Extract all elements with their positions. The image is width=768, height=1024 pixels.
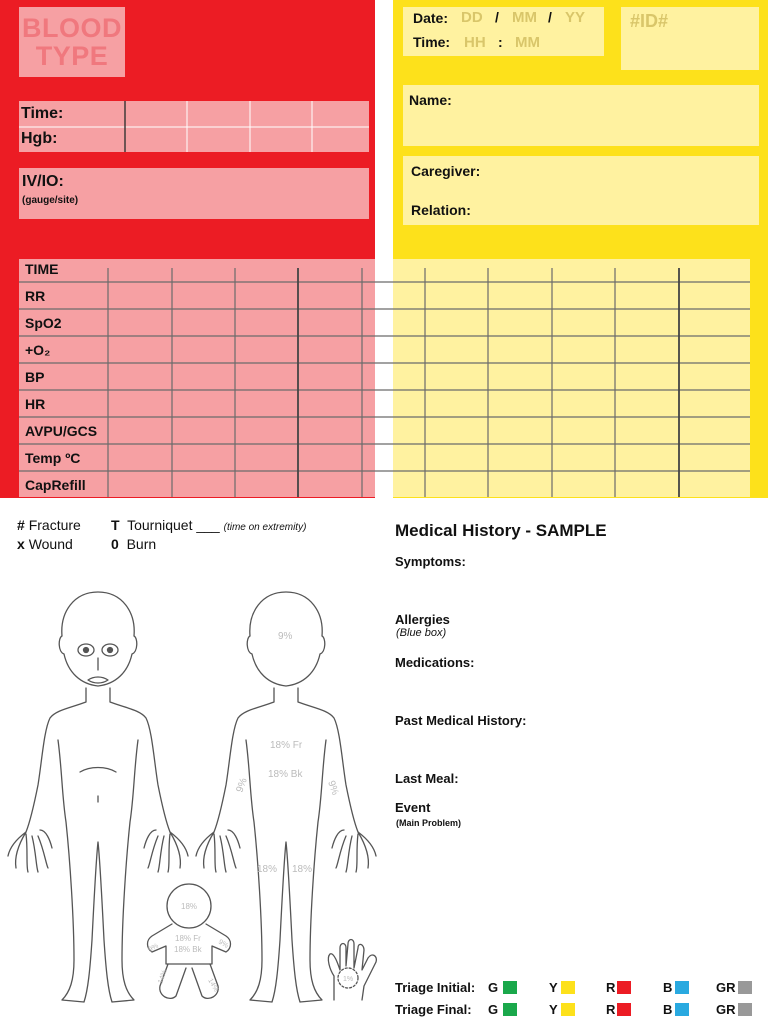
date-dd[interactable]: DD — [461, 9, 483, 26]
body-diagram[interactable] — [0, 560, 390, 1020]
vitals-row-caprefill: CapRefill — [25, 477, 86, 493]
event-sub: (Main Problem) — [396, 818, 462, 828]
vitals-row-temp: Temp ºC — [25, 450, 81, 466]
date-label: Date: — [413, 10, 449, 26]
triage-initial-blue-box[interactable] — [675, 981, 689, 994]
triage-final-b-label: B — [663, 1002, 673, 1017]
palm-pct: 1% — [343, 976, 354, 983]
back-front-pct: 18% Fr — [270, 740, 303, 751]
infant-front-pct: 18% Fr — [175, 934, 201, 943]
vitals-row-spo2: SpO2 — [25, 315, 62, 331]
date-sep2: / — [548, 9, 552, 25]
back-left-leg-pct: 18% — [257, 864, 278, 875]
triage-final-grey-box[interactable] — [738, 1003, 752, 1016]
iv-io-sub: (gauge/site) — [22, 195, 79, 206]
triage-initial-g-label: G — [488, 980, 499, 995]
triage-final-gr-label: GR — [716, 1002, 736, 1017]
time-hh[interactable]: HH — [464, 34, 486, 51]
vitals-grid[interactable] — [0, 0, 768, 500]
triage-final-y-label: Y — [549, 1002, 558, 1017]
vitals-row-rr: RR — [25, 288, 46, 304]
burn-text: Burn — [126, 536, 157, 552]
back-left-arm-pct: 9% — [234, 776, 250, 795]
last-meal-label[interactable]: Last Meal: — [395, 771, 459, 786]
infant-right-leg-pct: 14% — [206, 977, 220, 994]
fracture-symbol: # — [17, 517, 25, 533]
iv-io-label: IV/IO: — [22, 173, 64, 190]
date-sep1: / — [495, 9, 499, 25]
wound-symbol: x — [17, 536, 25, 552]
vitals-row-hr: HR — [25, 396, 46, 412]
relation-label: Relation: — [411, 202, 471, 218]
triage-final-blue-box[interactable] — [675, 1003, 689, 1016]
infant-left-leg-pct: 14% — [157, 969, 169, 985]
time-label: Time: — [413, 34, 451, 50]
triage-final-r-label: R — [606, 1002, 616, 1017]
front-body-figure — [8, 592, 188, 1002]
infant-back-pct: 18% Bk — [174, 945, 202, 954]
triage-initial-red-box[interactable] — [617, 981, 631, 994]
time-sep: : — [498, 34, 503, 50]
name-label: Name: — [409, 92, 452, 108]
event-label[interactable]: Event — [395, 800, 431, 815]
legend-fracture — [17, 517, 81, 533]
triage-initial-y-label: Y — [549, 980, 558, 995]
triage-final-label: Triage Final: — [395, 1002, 472, 1017]
tourniquet-note: (time on extremity) — [223, 522, 307, 533]
triage-final-yellow-box[interactable] — [561, 1003, 575, 1016]
triage-final-green-box[interactable] — [503, 1003, 517, 1016]
time-hgb-hgb-label: Hgb: — [21, 130, 58, 147]
past-history-label[interactable]: Past Medical History: — [395, 713, 527, 728]
triage-initial-yellow-box[interactable] — [561, 981, 575, 994]
triage-initial-b-label: B — [663, 980, 673, 995]
allergies-label[interactable]: Allergies — [395, 612, 450, 627]
caregiver-label: Caregiver: — [411, 163, 481, 179]
date-mm[interactable]: MM — [512, 9, 537, 26]
vitals-row-avpu: AVPU/GCS — [25, 423, 98, 439]
burn-symbol: 0 — [111, 536, 119, 552]
back-right-arm-pct: 9% — [325, 779, 341, 797]
vitals-row-o2: +O₂ — [25, 342, 51, 358]
triage-initial-gr-label: GR — [716, 980, 736, 995]
blood-type-line2: TYPE — [35, 41, 109, 71]
time-hgb-time-label: Time: — [21, 105, 64, 122]
id-placeholder: #ID# — [630, 11, 669, 31]
vitals-row-time: TIME — [25, 261, 59, 277]
triage-initial-green-box[interactable] — [503, 981, 517, 994]
back-right-leg-pct: 18% — [292, 864, 313, 875]
palm-figure — [328, 940, 376, 1001]
tourniquet-symbol: T — [111, 517, 120, 533]
medical-history-title: Medical History - SAMPLE — [395, 521, 607, 540]
legend-wound — [17, 536, 73, 552]
legend-tourniquet — [111, 517, 306, 533]
legend-burn — [111, 536, 156, 552]
fracture-text: Fracture — [28, 517, 81, 533]
date-yy[interactable]: YY — [565, 9, 586, 26]
allergies-sub: (Blue box) — [396, 627, 447, 639]
vitals-row-bp: BP — [25, 369, 45, 385]
back-head-pct: 9% — [278, 631, 293, 642]
tourniquet-text: Tourniquet ___ — [127, 517, 220, 533]
triage-initial-grey-box[interactable] — [738, 981, 752, 994]
infant-right-arm-pct: 9% — [217, 938, 230, 950]
infant-left-arm-pct: 9% — [147, 942, 160, 954]
back-back-pct: 18% Bk — [268, 769, 303, 780]
wound-text: Wound — [28, 536, 73, 552]
time-mm[interactable]: MM — [515, 34, 540, 51]
blood-type-line1: BLOOD — [22, 13, 122, 43]
infant-head-pct: 18% — [181, 902, 198, 911]
triage-final-g-label: G — [488, 1002, 499, 1017]
medications-label[interactable]: Medications: — [395, 655, 475, 670]
triage-final-red-box[interactable] — [617, 1003, 631, 1016]
symptoms-label[interactable]: Symptoms: — [395, 554, 466, 569]
triage-initial-r-label: R — [606, 980, 616, 995]
triage-initial-label: Triage Initial: — [395, 980, 476, 995]
